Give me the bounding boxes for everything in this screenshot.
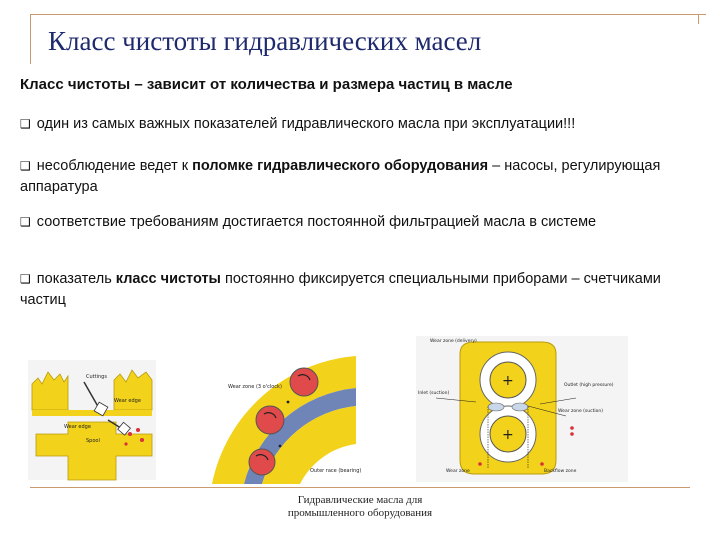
figure-label: Сuttings [86, 374, 107, 380]
bullet-text: несоблюдение ведет к [36, 158, 193, 174]
bullet-text: показатель [36, 271, 116, 287]
footer-divider [30, 487, 690, 488]
figure-label: Wear zone (delivery) [430, 339, 477, 344]
spool-valve-figure [28, 360, 156, 480]
bullet-item [20, 156, 680, 198]
bullet-text: постоянно фиксируется специальными приборами – счетчиками частиц [20, 271, 661, 308]
figure-label: Wear edge [114, 398, 141, 404]
bullet-item [20, 114, 680, 135]
figure-label: Outlet (high pressure) [564, 383, 614, 388]
bullet-bold-text: класс чистоты [115, 271, 221, 287]
bullet-item [20, 269, 680, 311]
figure-label: Wear edge [64, 424, 91, 430]
gear-pump-figure [416, 336, 628, 482]
square-bullet-icon: ❑ [20, 117, 31, 131]
svg-text:+: + [502, 427, 514, 443]
bullet-text: один из самых важных показателей гидравлического масла при эксплуатации!!! [36, 116, 576, 132]
square-bullet-icon: ❑ [20, 215, 31, 229]
bearing-figure [222, 358, 362, 484]
slide-frame-left [30, 14, 31, 64]
figure-label: Spool [86, 438, 100, 444]
square-bullet-icon: ❑ [20, 159, 31, 173]
figure-label: Inlet (suction) [418, 391, 450, 396]
bullet-item [20, 212, 680, 233]
figure-label: Backflow zone [544, 469, 577, 474]
slide-frame-top [30, 14, 706, 15]
figure-label: Wear zone (3 o'clock) [228, 384, 282, 390]
bullet-text: соответствие требованиям достигается постоянной фильтрацией масла в системе [36, 214, 597, 230]
square-bullet-icon: ❑ [20, 272, 31, 286]
figure-label: Outer race (bearing) [310, 468, 362, 474]
slide-title: Класс чистоты гидравлических масел [48, 26, 482, 56]
bullet-bold-text: поломке гидравлического оборудования [192, 158, 489, 174]
figure-label: Wear zone (suction) [558, 409, 603, 414]
figure-label: Wear zone [446, 469, 470, 474]
slide-subtitle: Класс чистоты – зависит от количества и размера частиц в масле [20, 76, 513, 93]
bullet-text: – насосы, регулирующая аппаратура [20, 158, 661, 195]
svg-text:+: + [502, 373, 514, 389]
slide-footer: Гидравлические масла для промышленного оборудования [287, 494, 433, 519]
slide-frame-corner [698, 14, 699, 24]
